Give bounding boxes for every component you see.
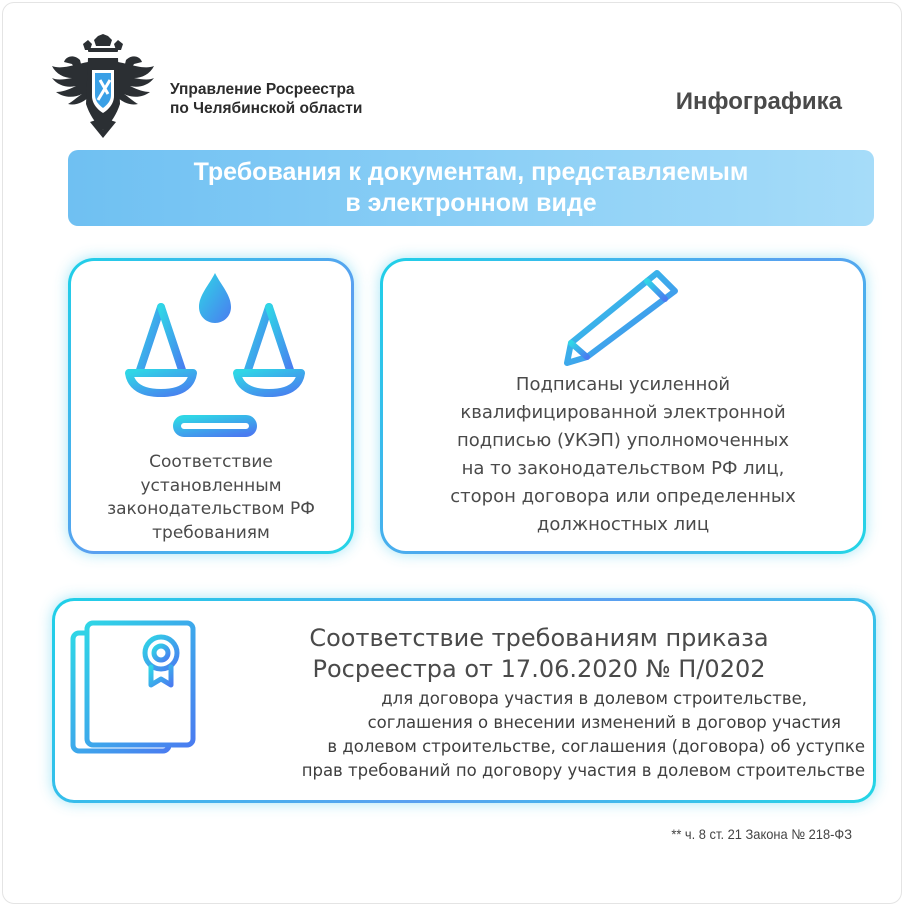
org-line-2: по Челябинской области <box>170 100 363 117</box>
org-line-1: Управление Росреестра <box>170 81 355 98</box>
footnote: ** ч. 8 ст. 21 Закона № 218-ФЗ <box>671 826 852 842</box>
signature-line: должностных лиц <box>536 514 710 535</box>
infographic-tag: Инфографика <box>675 88 842 115</box>
organization-name <box>170 80 362 118</box>
title-line-2: в электронном виде <box>345 189 597 217</box>
order-detail-line: в долевом строительстве, соглашения (договора) об уступке <box>327 737 865 756</box>
signature-card <box>380 258 866 554</box>
law-line: законодательством РФ <box>107 499 315 519</box>
signature-line: на то законодательством РФ лиц, <box>461 458 785 479</box>
title-banner <box>68 150 874 226</box>
law-line: установленным <box>140 475 282 496</box>
signature-line: сторон договора или определенных <box>450 486 796 507</box>
signature-line: подписью (УКЭП) уполномоченных <box>456 430 790 451</box>
law-line: требованиям <box>152 522 270 543</box>
order-heading <box>215 623 863 685</box>
signature-text <box>397 371 849 539</box>
order-detail-line: для договора участия в долевом строительстве, <box>381 689 807 708</box>
title-line-1: Требования к документам, представляемым <box>193 158 749 186</box>
law-compliance-text <box>81 451 341 545</box>
signature-line: квалифицированной электронной <box>460 402 786 423</box>
law-line: Соответствие <box>149 452 273 472</box>
order-detail-line: соглашения о внесении изменений в договор участия <box>367 713 841 732</box>
order-compliance-card <box>52 598 876 803</box>
order-heading-line-1: Соответствие требованиям приказа <box>309 624 769 652</box>
law-compliance-card <box>68 258 354 554</box>
scales-icon <box>123 269 307 439</box>
eagle-emblem-icon <box>50 34 156 138</box>
order-details <box>155 687 865 783</box>
page-title <box>111 157 831 219</box>
signature-line: Подписаны усиленной <box>515 374 731 395</box>
order-detail-line: прав требований по договору участия в долевом строительстве <box>301 761 865 780</box>
pen-icon <box>561 267 691 369</box>
order-heading-line-2: Росреестра от 17.06.2020 № П/0202 <box>312 655 766 683</box>
